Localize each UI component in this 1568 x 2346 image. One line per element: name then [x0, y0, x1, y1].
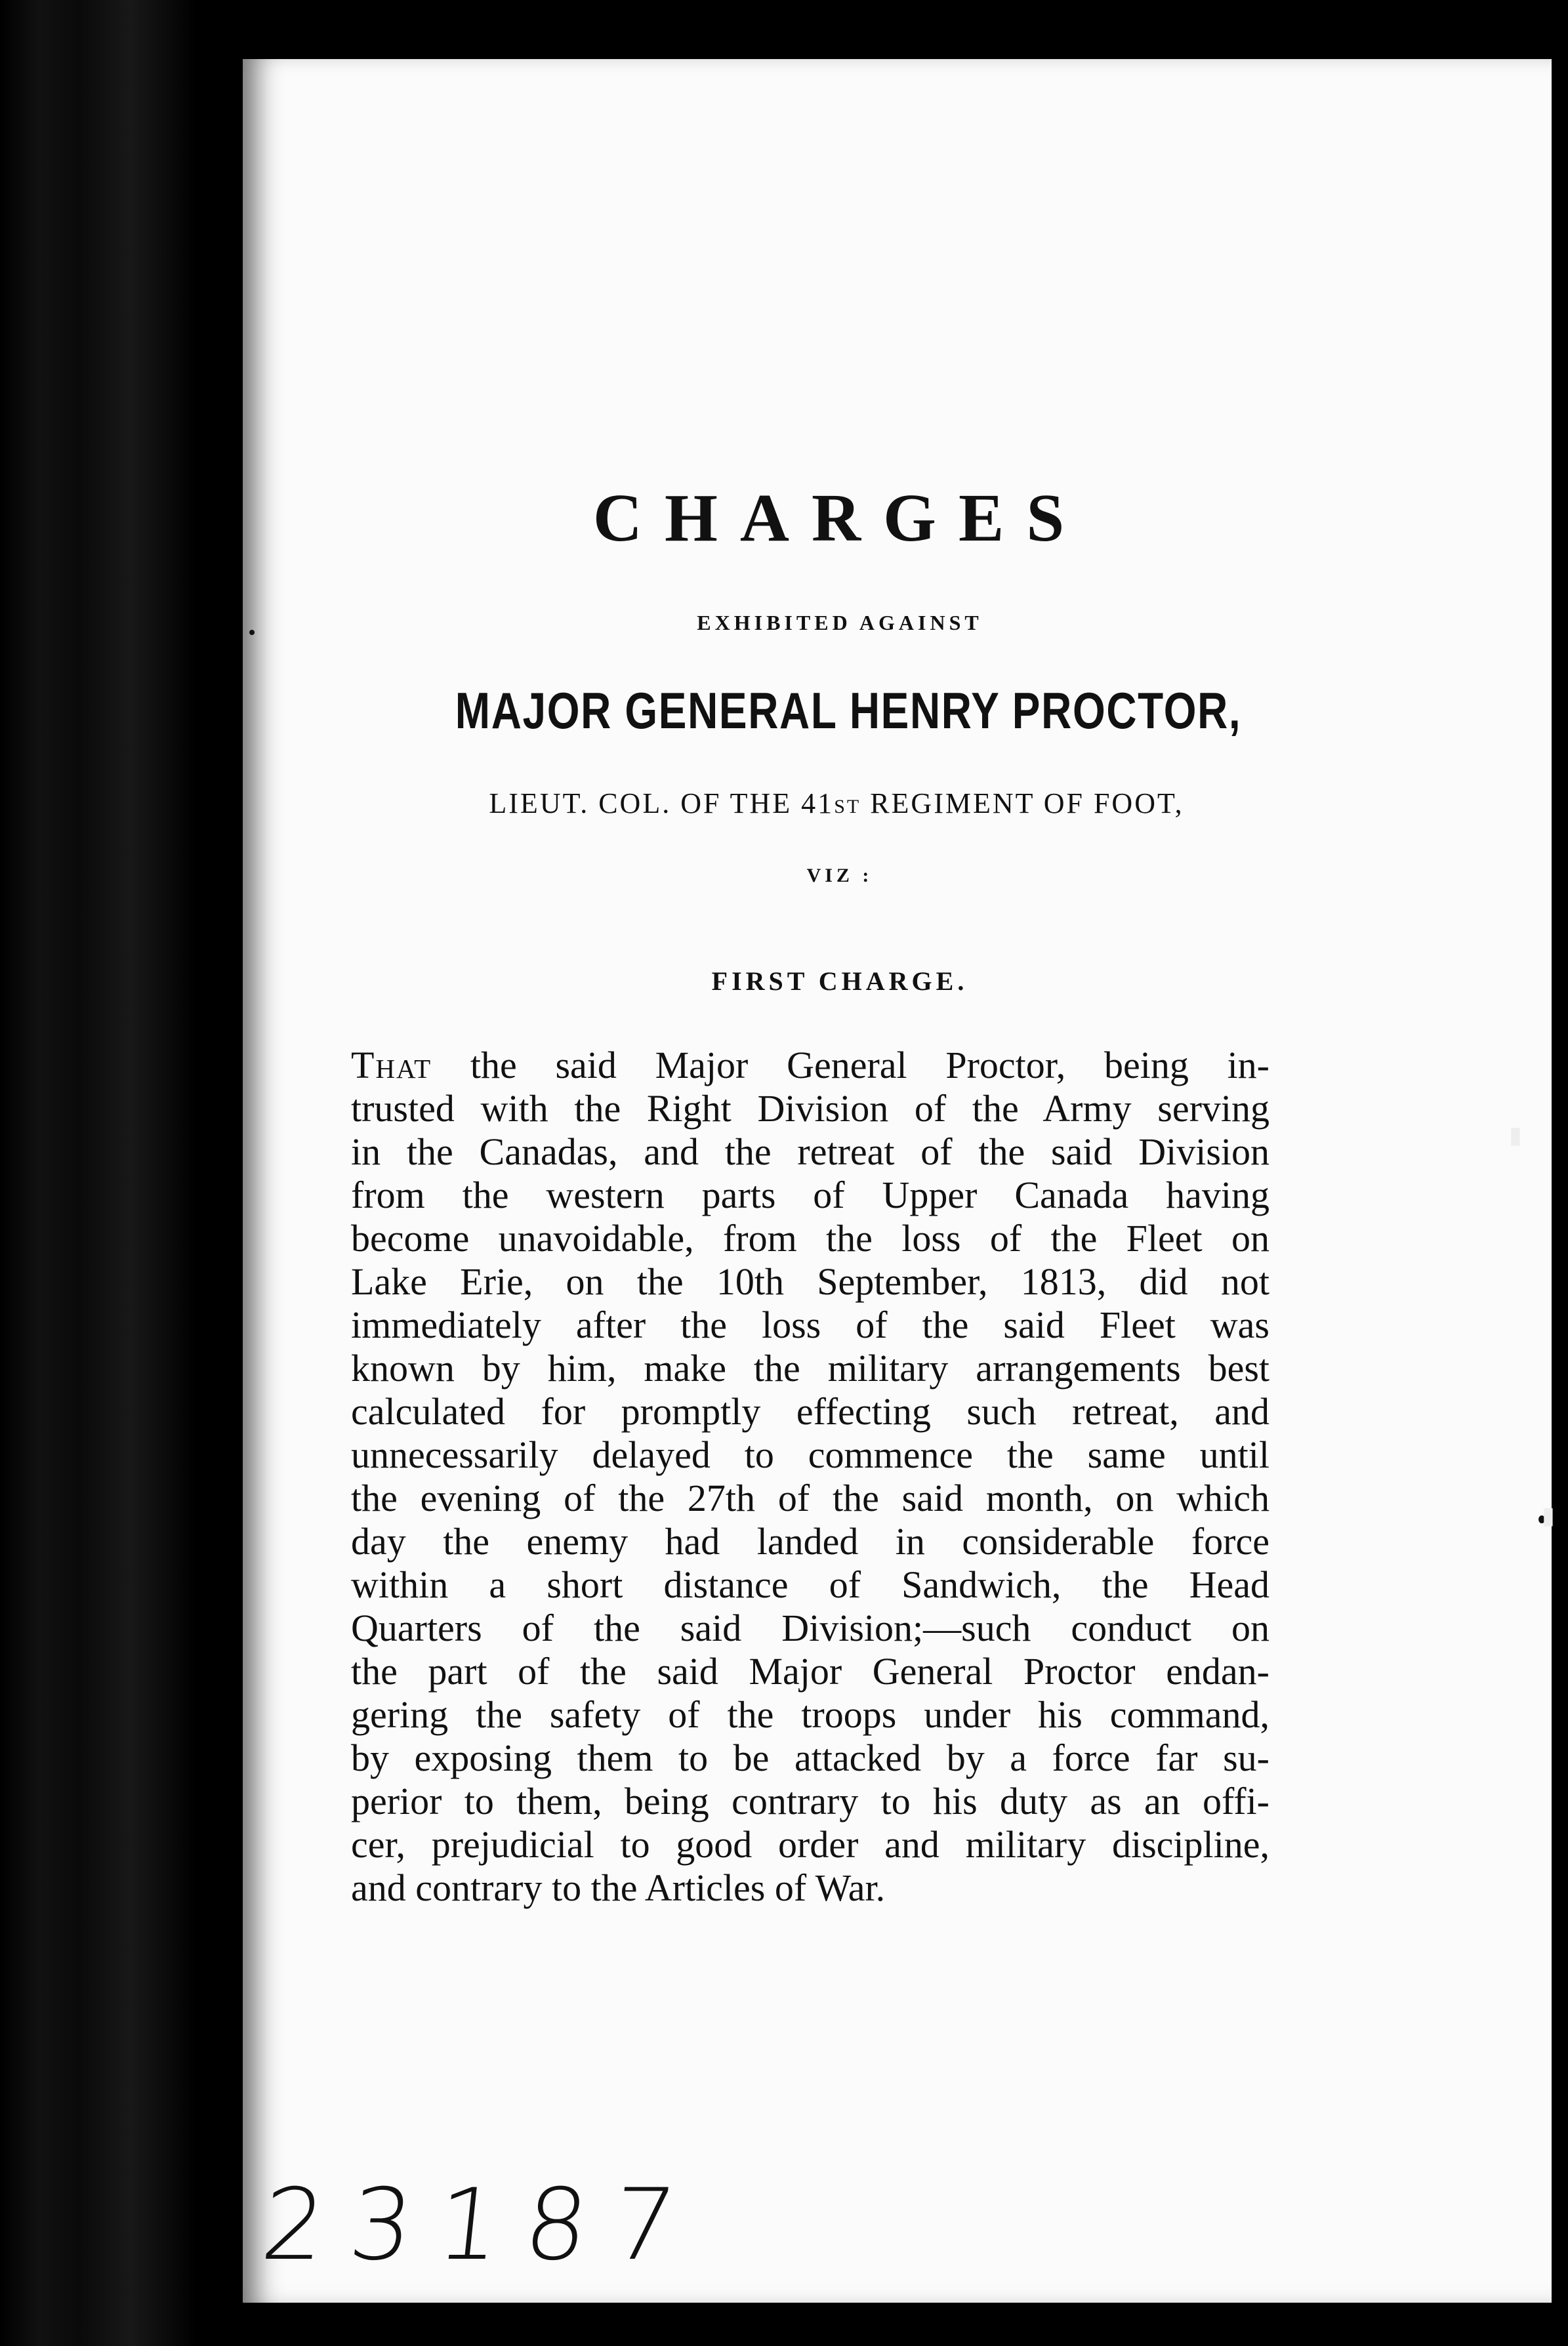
book-binding-edge	[0, 0, 236, 2346]
document-title: CHARGES	[592, 480, 1087, 556]
rank-line	[351, 787, 1269, 820]
exhibited-against-line: EXHIBITED AGAINST	[697, 611, 983, 634]
body-line: unnecessarily delayed to commence the same until	[351, 1433, 1269, 1476]
body-line: day the enemy had landed in considerable force	[351, 1520, 1269, 1563]
body-line	[351, 1044, 1269, 1087]
body-line: Quarters of the said Division;—such conduct on	[351, 1607, 1269, 1649]
rank-post: REGIMENT OF FOOT,	[861, 787, 1184, 819]
body-line: gering the safety of the troops under his command,	[351, 1693, 1269, 1736]
document-page	[243, 59, 1552, 2303]
body-line: known by him, make the military arrangements best	[351, 1347, 1269, 1389]
body-line: from the western parts of Upper Canada having	[351, 1174, 1269, 1216]
page-content	[351, 479, 1269, 1910]
ink-speck	[249, 630, 255, 635]
charge-heading: FIRST CHARGE.	[711, 966, 968, 996]
rank-pre: LIEUT. COL. OF THE 41	[489, 787, 835, 819]
edge-mark: ▮	[1509, 1122, 1522, 1149]
body-line: perior to them, being contrary to his duty as an offi-	[351, 1780, 1269, 1822]
body-line: trusted with the Right Division of the Army serving	[351, 1087, 1269, 1130]
body-line: within a short distance of Sandwich, the Head	[351, 1563, 1269, 1606]
body-line-last: and contrary to the Articles of War.	[351, 1866, 886, 1909]
body-line: become unavoidable, from the loss of the Fleet on	[351, 1217, 1269, 1260]
body-line-text: the said Major General Proctor, being in-	[432, 1044, 1269, 1086]
first-word: That	[351, 1044, 432, 1086]
rank-superscript: ST	[834, 796, 861, 817]
charge-body	[351, 1044, 1269, 1910]
body-line: the part of the said Major General Proctor endan-	[351, 1650, 1269, 1693]
handwritten-catalog-number: 23187	[256, 2168, 707, 2282]
body-line: immediately after the loss of the said Fleet was	[351, 1304, 1269, 1346]
edge-mark: ▮	[1542, 1502, 1555, 1529]
body-line: by exposing them to be attacked by a force far su-	[351, 1737, 1269, 1779]
viz-line: VIZ :	[806, 865, 873, 886]
body-line: in the Canadas, and the retreat of the said Division	[351, 1130, 1269, 1173]
accused-name: MAJOR GENERAL HENRY PROCTOR,	[455, 682, 1242, 739]
body-line: Lake Erie, on the 10th September, 1813, did not	[351, 1260, 1269, 1303]
body-line: calculated for promptly effecting such retreat, and	[351, 1390, 1269, 1433]
body-line: the evening of the 27th of the said month, on which	[351, 1477, 1269, 1519]
body-line: cer, prejudicial to good order and military discipline,	[351, 1823, 1269, 1866]
